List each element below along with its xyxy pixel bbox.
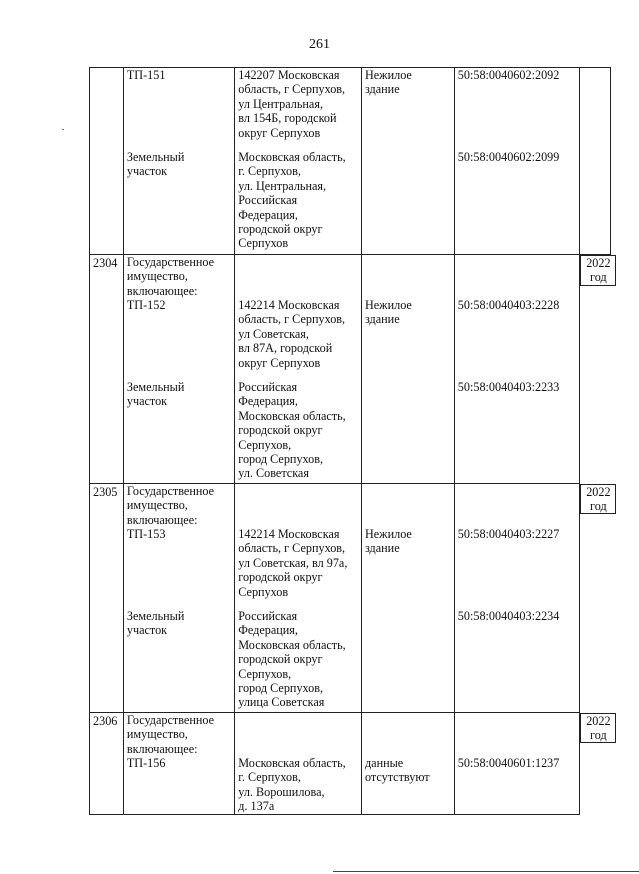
group-header: Государственное имущество, включающее: — [126, 484, 215, 527]
cadastral-number: 50:58:0040602:2099 — [457, 150, 560, 164]
table-row — [90, 68, 611, 255]
object-name: Земельный участок — [126, 609, 185, 638]
object-type-cell — [361, 255, 454, 484]
object-type-cell — [361, 484, 454, 713]
cadastral-cell — [454, 255, 580, 484]
page-number: 261 — [309, 37, 330, 52]
cadastral-number: 50:58:0040602:2092 — [457, 68, 560, 82]
cadastral-number: 50:58:0040601:1237 — [457, 756, 560, 770]
object-type-cell — [361, 713, 454, 815]
cadastral-number: 50:58:0040403:2228 — [457, 298, 560, 312]
object-address: 142214 Московская область, г Серпухов, ул Советская, вл 97а, городской округ Серпухов — [238, 527, 348, 599]
table-row — [90, 484, 611, 713]
year-cell: 2022 год — [580, 484, 616, 515]
cadastral-number: 50:58:0040403:2233 — [457, 380, 560, 394]
object-name-cell — [123, 68, 234, 255]
row-number: 2306 — [90, 713, 124, 815]
object-type-cell — [361, 68, 454, 255]
object-type: Нежилое здание — [364, 298, 412, 327]
property-registry-table — [89, 67, 611, 815]
row-number: 2305 — [90, 484, 124, 713]
object-address: Российская Федерация, Московская область, городской округ Серпухов, город Серпухов, улица Советская — [238, 609, 346, 710]
object-address: 142214 Московская область, г Серпухов, ул Советская, вл 87А, городской округ Серпухов — [238, 298, 346, 370]
object-name: ТП-156 — [126, 756, 166, 770]
footer-rule — [333, 871, 639, 872]
table-row — [90, 713, 611, 815]
object-name: ТП-153 — [126, 527, 166, 541]
object-address: Российская Федерация, Московская область, городской округ Серпухов, город Серпухов, ул. Советская — [238, 380, 346, 481]
object-address: Московская область, г. Серпухов, ул. Центральная, Российская Федерация, городской округ Серпухов — [238, 150, 346, 251]
stray-mark — [62, 129, 64, 130]
address-cell — [235, 255, 362, 484]
year-cell: 2022 год — [580, 713, 616, 744]
object-address: 142207 Московская область, г Серпухов, ул Центральная, вл 154Б, городской округ Серпухов — [238, 68, 346, 140]
cadastral-cell — [454, 484, 580, 713]
object-address: Московская область, г. Серпухов, ул. Ворошилова, д. 137а — [238, 756, 346, 814]
object-type: Нежилое здание — [364, 68, 412, 97]
cadastral-number: 50:58:0040403:2234 — [457, 609, 560, 623]
group-header: Государственное имущество, включающее: — [126, 713, 215, 756]
address-cell — [235, 484, 362, 713]
object-name: ТП-151 — [126, 68, 166, 82]
cadastral-cell — [454, 713, 580, 815]
table-row — [90, 255, 611, 484]
address-cell — [235, 713, 362, 815]
object-type: Нежилое здание — [364, 527, 412, 556]
object-name: ТП-152 — [126, 298, 166, 312]
object-type: данные отсутствуют — [364, 756, 430, 785]
cadastral-number: 50:58:0040403:2227 — [457, 527, 560, 541]
group-header: Государственное имущество, включающее: — [126, 255, 215, 298]
address-cell — [235, 68, 362, 255]
year-cell — [580, 68, 611, 255]
object-name-cell — [123, 484, 234, 713]
row-number — [90, 68, 124, 255]
object-name: Земельный участок — [126, 150, 185, 179]
object-name-cell — [123, 255, 234, 484]
cadastral-cell — [454, 68, 580, 255]
object-name-cell — [123, 713, 234, 815]
year-cell: 2022 год — [580, 255, 616, 286]
row-number: 2304 — [90, 255, 124, 484]
object-name: Земельный участок — [126, 380, 185, 409]
